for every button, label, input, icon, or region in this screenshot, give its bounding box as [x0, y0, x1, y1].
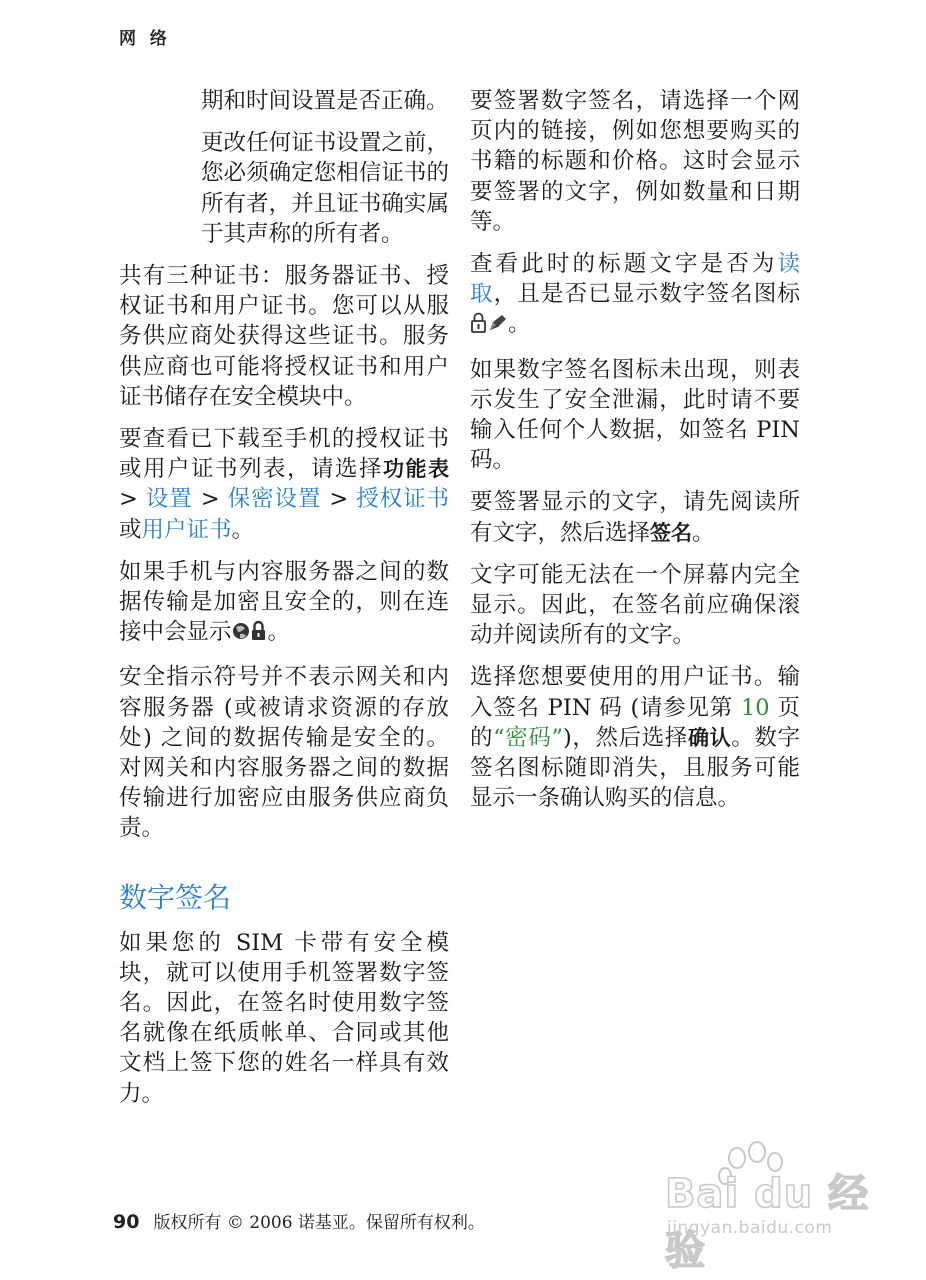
paragraph: 要签署显示的文字，请先阅读所有文字，然后选择签名。	[470, 489, 800, 546]
left-column	[119, 86, 449, 1121]
password-reference: “密码”	[493, 724, 563, 751]
page-reference: 10	[740, 694, 770, 721]
paragraph: 更改任何证书设置之前，您必须确定您相信证书的所有者，并且证书确实属于其声称的所有者。	[201, 130, 449, 247]
watermark-logo: Bai du 经验	[665, 1171, 870, 1274]
paragraph-menu-path: 要查看已下载至手机的授权证书或用户证书列表，请选择功能表 > 设置 > 保密设置 > 授权证书或用户证书。	[119, 426, 449, 543]
paragraph: 如果您的 SIM 卡带有安全模块，就可以使用手机签署数字签名。因此，在签名时使用数字签名就像在纸质帐单、合同或其他文档上签下您的姓名一样具有效力。	[119, 929, 449, 1107]
menu-label: 功能表	[383, 457, 449, 482]
copyright-text: 版权所有 © 2006 诺基亚。保留所有权利。	[153, 1213, 485, 1233]
baidu-watermark	[655, 1140, 905, 1274]
paragraph: 如果手机与内容服务器之间的数据传输是加密且安全的，则在连接中会显示 。	[119, 557, 449, 651]
confirm-label: 确认	[688, 725, 732, 750]
page-footer	[113, 1208, 485, 1233]
paragraph: 如果数字签名图标未出现，则表示发生了安全泄漏，此时请不要输入任何个人数据，如签名 PIN 码。	[470, 356, 800, 474]
globe-lock-icon	[232, 620, 268, 650]
right-column	[470, 86, 800, 825]
section-title: 数字签名	[119, 880, 232, 914]
paragraph: 选择您想要使用的用户证书。输入签名 PIN 码 (请参见第 10 页的“密码”)，然后选择确认。数字签名图标随即消失，且服务可能显示一条确认购买的信息。	[470, 664, 801, 812]
paragraph: 安全指示符号并不表示网关和内容服务器 (或被请求资源的存放处) 之间的数据传输是安全的。对网关和内容服务器之间的数据传输进行加密应由服务供应商负责。	[119, 664, 449, 842]
lock-pen-icon	[470, 312, 508, 342]
watermark-url: jingyan.baidu.com	[667, 1218, 833, 1238]
security-settings-link: 保密设置	[227, 486, 322, 513]
read-link: 读取	[470, 251, 800, 308]
user-cert-link: 用户证书	[141, 516, 232, 543]
paragraph: 查看此时的标题文字是否为读取，且是否已显示数字签名图标。	[470, 249, 800, 343]
paragraph: 期和时间设置是否正确。	[201, 88, 449, 114]
paragraph: 共有三种证书：服务器证书、授权证书和用户证书。您可以从服务供应商处获得这些证书。服务供应商也可能将授权证书和用户证书储存在安全模块中。	[119, 263, 449, 410]
paragraph: 要签署数字签名，请选择一个网页内的链接，例如您想要购买的书籍的标题和价格。这时会显示要签署的文字，例如数量和日期等。	[470, 88, 800, 235]
auth-cert-link: 授权证书	[356, 486, 449, 513]
page-header: 网 络	[119, 29, 171, 49]
page-number: 90	[113, 1211, 140, 1233]
paragraph: 文字可能无法在一个屏幕内完全显示。因此，在签名前应确保滚动并阅读所有的文字。	[470, 561, 800, 649]
settings-link: 设置	[145, 486, 193, 513]
sign-label: 签名	[650, 520, 693, 545]
